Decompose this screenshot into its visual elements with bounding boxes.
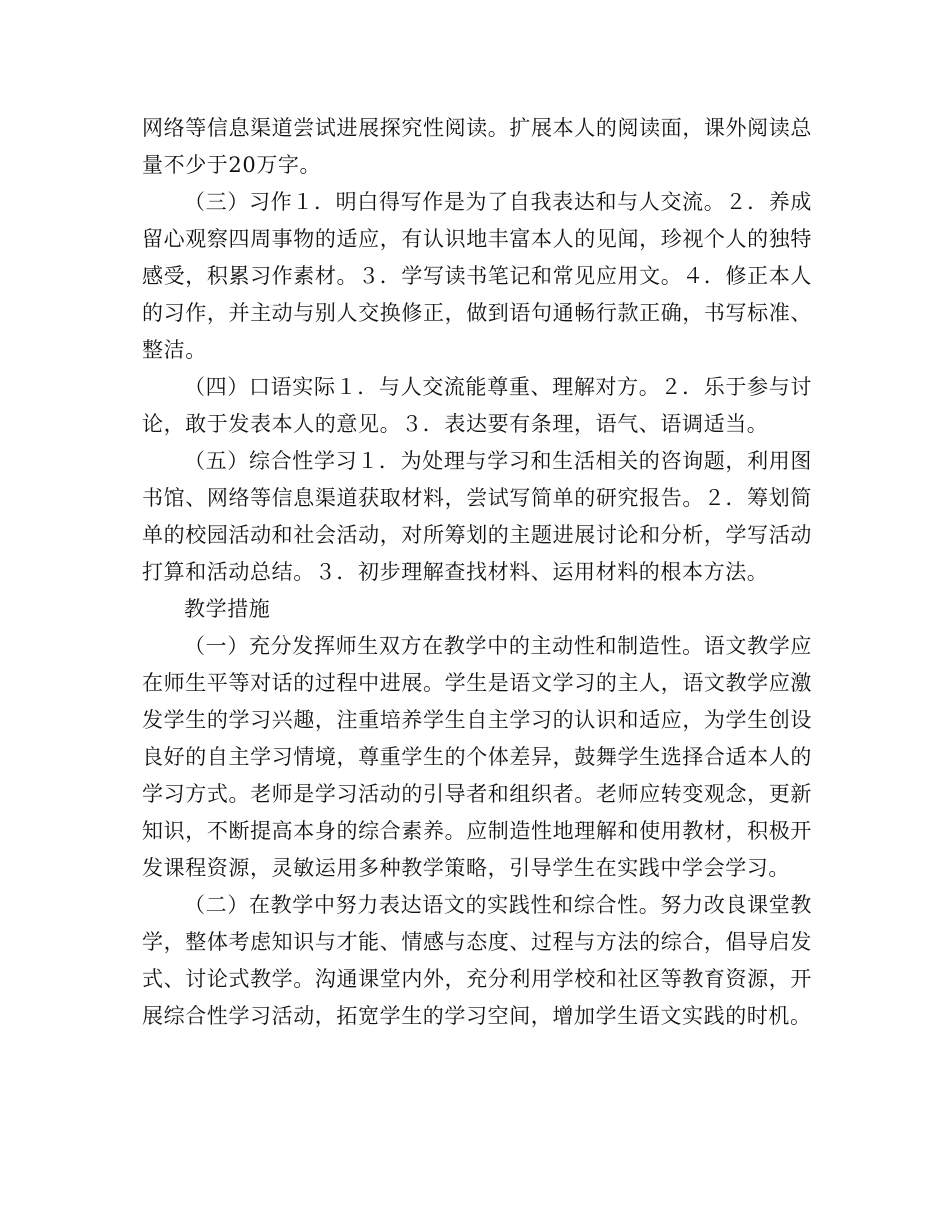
paragraph-reading-continuation: 网络等信息渠道尝试进展探究性阅读。扩展本人的阅读面，课外阅读总量不少于20万字。 — [142, 116, 812, 177]
paragraph-measure-one: （一）充分发挥师生双方在教学中的主动性和制造性。语文教学应在师生平等对话的过程中进展。学生是语文学习的主人，语文教学应激发学生的学习兴趣，注重培养学生自主学习的认识和适应，为学生创设良好的自主学习情境，尊重学生的个体差异，鼓舞学生选择合适本人的学习方式。老师是学习活动的引导者和组织者。老师应转变观念，更新知识，不断提高本身的综合素养。应制造性地理解和使用教材，积极开发课程资源，灵敏运用多种教学策略，引导学生在实践中学会学习。 — [142, 634, 812, 880]
paragraph-measure-two: （二）在教学中努力表达语文的实践性和综合性。努力改良课堂教学，整体考虑知识与才能、情感与态度、过程与方法的综合，倡导启发式、讨论式教学。沟通课堂内外，充分利用学校和社区等教育资源，开展综合性学习活动，拓宽学生的学习空间，增加学生语文实践的时机。 — [142, 893, 812, 1028]
paragraph-comprehensive-learning: （五）综合性学习１．为处理与学习和生活相关的咨询题，利用图书馆、网络等信息渠道获取材料，尝试写简单的研究报告。２．筹划简单的校园活动和社会活动，对所筹划的主题进展讨论和分析，学写活动打算和活动总结。３．初步理解查找材料、运用材料的根本方法。 — [142, 449, 812, 584]
document-body — [142, 110, 812, 1035]
paragraph-oral-communication: （四）口语实际１．与人交流能尊重、理解对方。２．乐于参与讨论，敢于发表本人的意见。３．表达要有条理，语气、语调适当。 — [142, 375, 812, 436]
paragraph-writing: （三）习作１．明白得写作是为了自我表达和与人交流。２．养成留心观察四周事物的适应，有认识地丰富本人的见闻，珍视个人的独特感受，积累习作素材。３．学写读书笔记和常见应用文。４．修正本人的习作，并主动与别人交换修正，做到语句通畅行款正确，书写标准、整洁。 — [142, 190, 812, 362]
section-heading-teaching-measures: 教学措施 — [184, 597, 271, 621]
